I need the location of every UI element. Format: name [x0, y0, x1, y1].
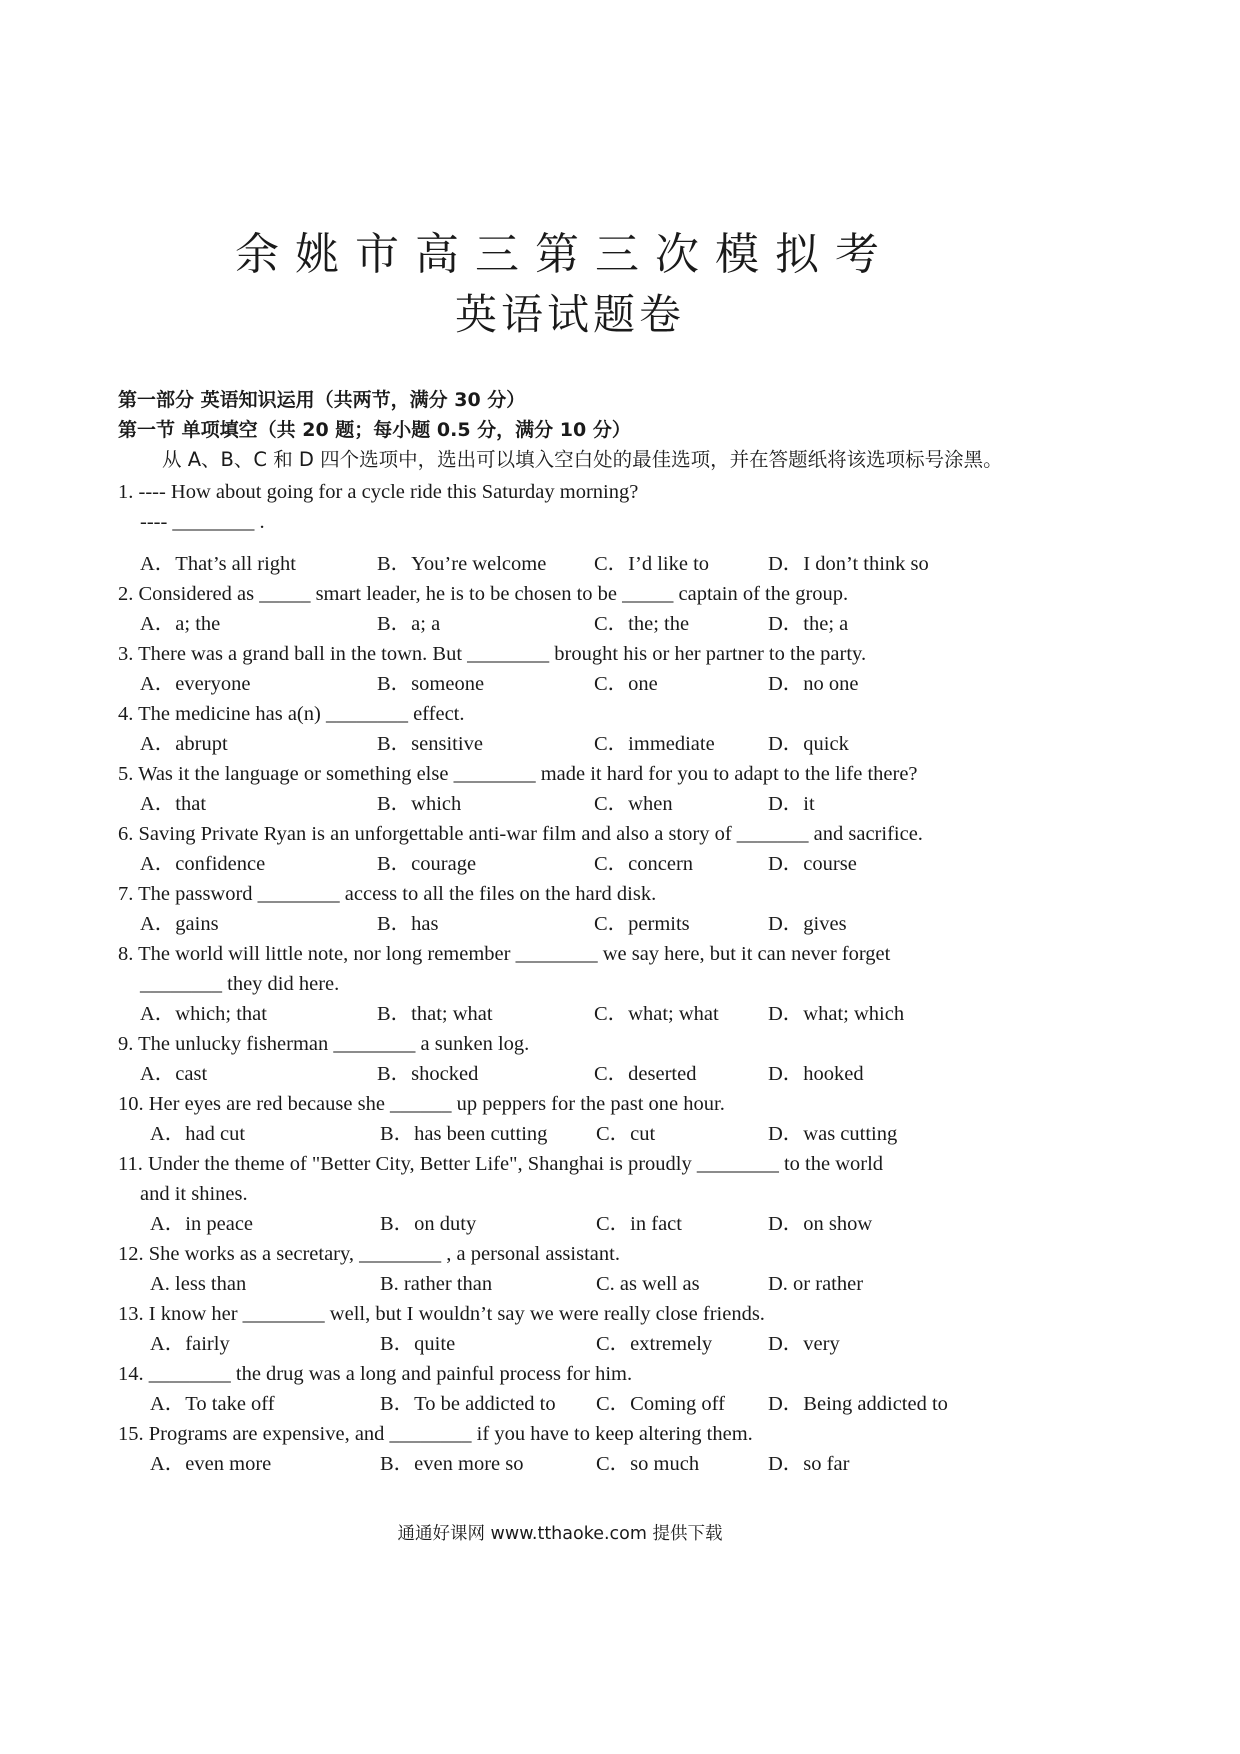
option-c: C．immediate [594, 733, 715, 755]
section-heading: 第一节 单项填空（共 20 题；每小题 0.5 分，满分 10 分） [118, 419, 631, 441]
question-item [118, 1029, 1128, 1089]
instructions: 从 A、B、C 和 D 四个选项中，选出可以填入空白处的最佳选项，并在答题纸将该选项标号涂黑。 [162, 448, 1003, 471]
option-b: B．even more so [380, 1453, 524, 1475]
option-d: D．hooked [768, 1063, 864, 1085]
options-row [118, 669, 1128, 699]
option-d: D．quick [768, 733, 849, 755]
question-item [118, 579, 1128, 639]
option-d: D．it [768, 793, 815, 815]
option-b: B．has been cutting [380, 1123, 548, 1145]
option-a: A．which; that [140, 1003, 267, 1025]
options-row [118, 789, 1128, 819]
option-b: B．that; what [377, 1003, 493, 1025]
option-b: B．To be addicted to [380, 1393, 556, 1415]
question-item [118, 1149, 1128, 1239]
question-stem: 8. The world will little note, nor long remember ________ we say here, but it can never forget [118, 943, 891, 965]
question-stem: 15. Programs are expensive, and ________ if you have to keep altering them. [118, 1423, 753, 1445]
option-d: D．very [768, 1333, 840, 1355]
exam-title [0, 218, 1240, 282]
question-item [118, 477, 1128, 579]
exam-subtitle [0, 282, 1240, 342]
question-item [118, 699, 1128, 759]
option-a: A．gains [140, 913, 219, 935]
option-d: D．so far [768, 1453, 850, 1475]
option-b: B．a; a [377, 613, 441, 635]
options-row [118, 1209, 1128, 1239]
option-c: C. as well as [596, 1273, 700, 1295]
option-c: C．permits [594, 913, 690, 935]
options-row [118, 1119, 1128, 1149]
options-row [118, 729, 1128, 759]
option-a: A．abrupt [140, 733, 228, 755]
option-a: A．To take off [150, 1393, 275, 1415]
question-stem: 13. I know her ________ well, but I wouldn’t say we were really close friends. [118, 1303, 765, 1325]
question-stem: 12. She works as a secretary, ________ , a personal assistant. [118, 1243, 620, 1265]
option-d: D. or rather [768, 1273, 864, 1295]
option-d: D．on show [768, 1213, 873, 1235]
option-a: A．everyone [140, 673, 251, 695]
question-stem: 7. The password ________ access to all the files on the hard disk. [118, 883, 657, 905]
option-a: A．that [140, 793, 207, 815]
options-row [118, 909, 1128, 939]
options-row [118, 1389, 1128, 1419]
question-item [118, 939, 1128, 1029]
option-a: A．That’s all right [140, 553, 297, 575]
option-b: B．quite [380, 1333, 456, 1355]
question-stem: 9. The unlucky fisherman ________ a sunken log. [118, 1033, 530, 1055]
option-c: C．Coming off [596, 1393, 725, 1415]
part-heading: 第一部分 英语知识运用（共两节，满分 30 分） [118, 389, 526, 411]
question-stem: 5. Was it the language or something else ________ made it hard for you to adapt to the life there? [118, 763, 918, 785]
option-c: C．one [594, 673, 658, 695]
option-c: C．extremely [596, 1333, 713, 1355]
option-b: B．sensitive [377, 733, 483, 755]
question-stem: 11. Under the theme of "Better City, Better Life", Shanghai is proudly ________ to the world [118, 1153, 884, 1175]
option-d: D．course [768, 853, 857, 875]
option-b: B. rather than [380, 1273, 493, 1295]
option-d: D．was cutting [768, 1123, 898, 1145]
options-row [118, 1269, 1128, 1299]
option-d: D．no one [768, 673, 859, 695]
exam-subtitle-text: 英语试题卷 [454, 290, 685, 339]
option-d: D．what; which [768, 1003, 905, 1025]
question-item [118, 1299, 1128, 1359]
option-d: D．gives [768, 913, 847, 935]
question-item [118, 1089, 1128, 1149]
question-item [118, 879, 1128, 939]
option-c: C．concern [594, 853, 694, 875]
option-a: A．a; the [140, 613, 221, 635]
option-b: B．someone [377, 673, 485, 695]
question-item [118, 639, 1128, 699]
option-c: C．I’d like to [594, 553, 710, 575]
option-a: A．even more [150, 1453, 272, 1475]
option-c: C．so much [596, 1453, 700, 1475]
option-a: A．confidence [140, 853, 266, 875]
option-a: A．had cut [150, 1123, 246, 1145]
option-b: B．courage [377, 853, 477, 875]
options-row [118, 1449, 1128, 1479]
question-stem: 3. There was a grand ball in the town. But ________ brought his or her partner to the party. [118, 643, 867, 665]
option-c: C．cut [596, 1123, 656, 1145]
option-c: C．what; what [594, 1003, 719, 1025]
question-item [118, 1359, 1128, 1419]
option-c: C．when [594, 793, 673, 815]
options-row [118, 849, 1128, 879]
option-b: B．on duty [380, 1213, 477, 1235]
question-stem: 2. Considered as _____ smart leader, he is to be chosen to be _____ captain of the group. [118, 583, 849, 605]
option-b: B．has [377, 913, 439, 935]
option-b: B．which [377, 793, 462, 815]
exam-content [118, 385, 1128, 1479]
option-a: A．cast [140, 1063, 208, 1085]
question-stem: 10. Her eyes are red because she ______ up peppers for the past one hour. [118, 1093, 725, 1115]
question-stem-continued: ________ they did here. [140, 973, 340, 995]
question-stem-continued: and it shines. [140, 1183, 248, 1205]
question-stem: 1. ---- How about going for a cycle ride this Saturday morning? [118, 481, 639, 503]
options-row [118, 549, 1128, 579]
options-row [118, 1329, 1128, 1359]
question-item [118, 819, 1128, 879]
options-row [118, 999, 1128, 1029]
options-row [118, 1059, 1128, 1089]
option-b: B．You’re welcome [377, 553, 547, 575]
question-item [118, 759, 1128, 819]
question-stem: 6. Saving Private Ryan is an unforgettable anti-war film and also a story of _______ and sacrifice. [118, 823, 923, 845]
option-d: D．Being addicted to [768, 1393, 948, 1415]
options-row [118, 609, 1128, 639]
spacer [118, 537, 1128, 549]
option-a: A．fairly [150, 1333, 230, 1355]
option-d: D．the; a [768, 613, 849, 635]
option-c: C．deserted [594, 1063, 697, 1085]
option-c: C．the; the [594, 613, 690, 635]
question-stem-continued: ---- ________ . [140, 511, 265, 533]
footer-text: 通通好课网 www.tthaoke.com 提供下载 [397, 1524, 723, 1544]
option-a: A．in peace [150, 1213, 254, 1235]
question-item [118, 1419, 1128, 1479]
question-stem: 4. The medicine has a(n) ________ effect. [118, 703, 465, 725]
question-item [118, 1239, 1128, 1299]
question-stem: 14. ________ the drug was a long and painful process for him. [118, 1363, 633, 1385]
question-list [118, 477, 1128, 1479]
option-b: B．shocked [377, 1063, 479, 1085]
option-c: C．in fact [596, 1213, 682, 1235]
footer [0, 1520, 1240, 1545]
option-d: D．I don’t think so [768, 553, 929, 575]
option-a: A. less than [150, 1273, 247, 1295]
exam-title-text: 余姚市高三第三次模拟考 [235, 229, 895, 280]
